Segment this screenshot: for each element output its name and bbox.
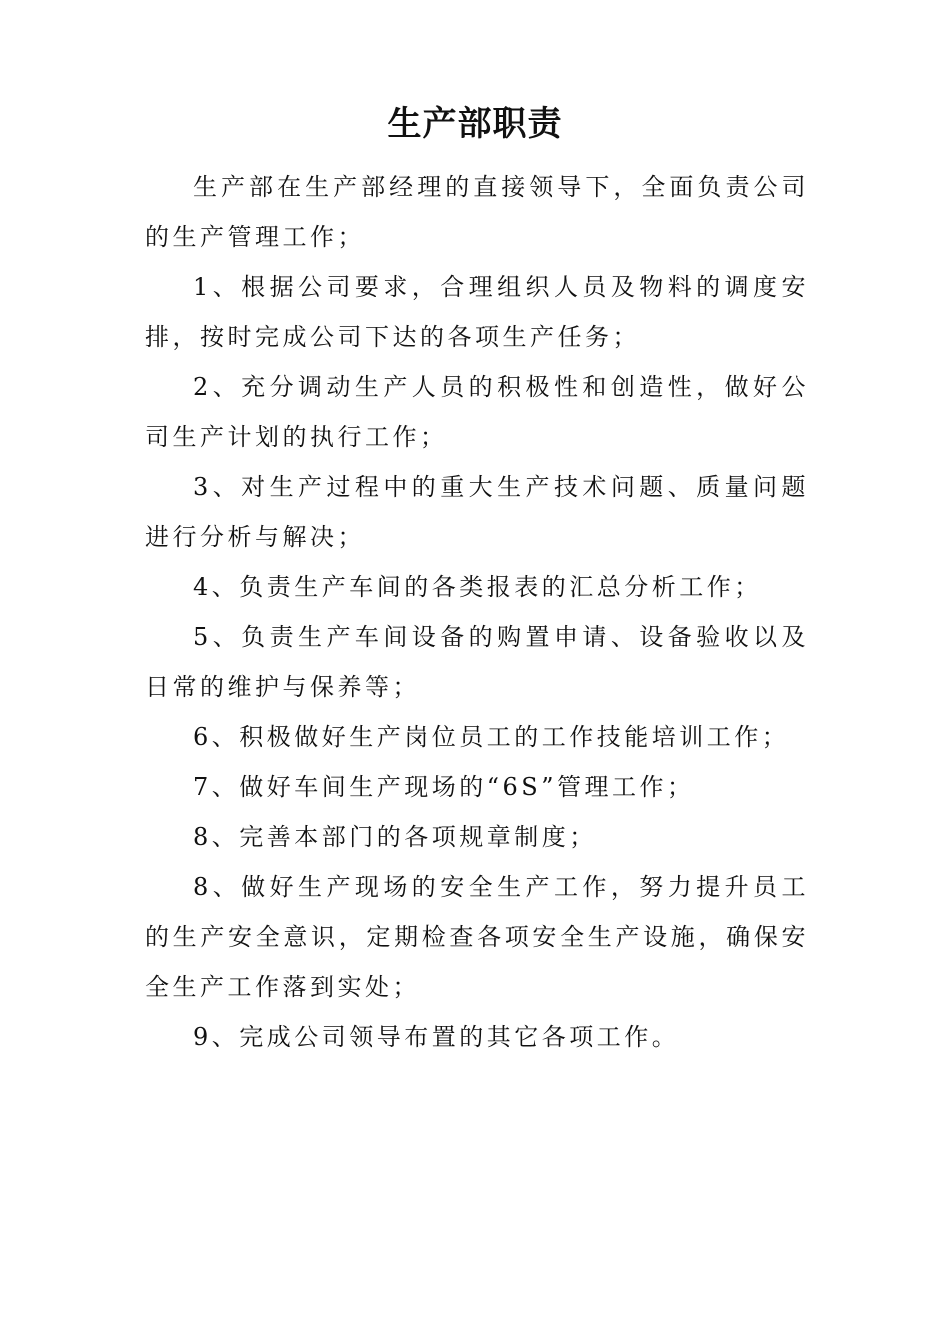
paragraph-item-4: 4、负责生产车间的各类报表的汇总分析工作； <box>193 573 762 601</box>
paragraph-item-2: 2、充分调动生产人员的积极性和创造性，做好公司生产计划的执行工作； <box>145 373 809 451</box>
paragraph-item-8a: 8、完善本部门的各项规章制度； <box>193 823 597 851</box>
paragraph-item-8b: 8、做好生产现场的安全生产工作，努力提升员工的生产安全意识，定期检查各项安全生产设施，确保安全生产工作落到实处； <box>145 873 809 1001</box>
document-body <box>145 162 809 1062</box>
paragraph-item-7: 7、做好车间生产现场的“6S”管理工作； <box>193 773 695 801</box>
paragraph-item-9: 9、完成公司领导布置的其它各项工作。 <box>193 1023 680 1051</box>
paragraph-item-6: 6、积极做好生产岗位员工的工作技能培训工作； <box>193 723 790 751</box>
paragraph-item-3: 3、对生产过程中的重大生产技术问题、质量问题进行分析与解决； <box>145 473 809 551</box>
paragraph-intro: 生产部在生产部经理的直接领导下，全面负责公司的生产管理工作； <box>145 173 809 251</box>
paragraph-item-5: 5、负责生产车间设备的购置申请、设备验收以及日常的维护与保养等； <box>145 623 809 701</box>
paragraph-item-1: 1、根据公司要求，合理组织人员及物料的调度安排，按时完成公司下达的各项生产任务； <box>145 273 809 351</box>
document-title: 生产部职责 <box>387 104 563 144</box>
